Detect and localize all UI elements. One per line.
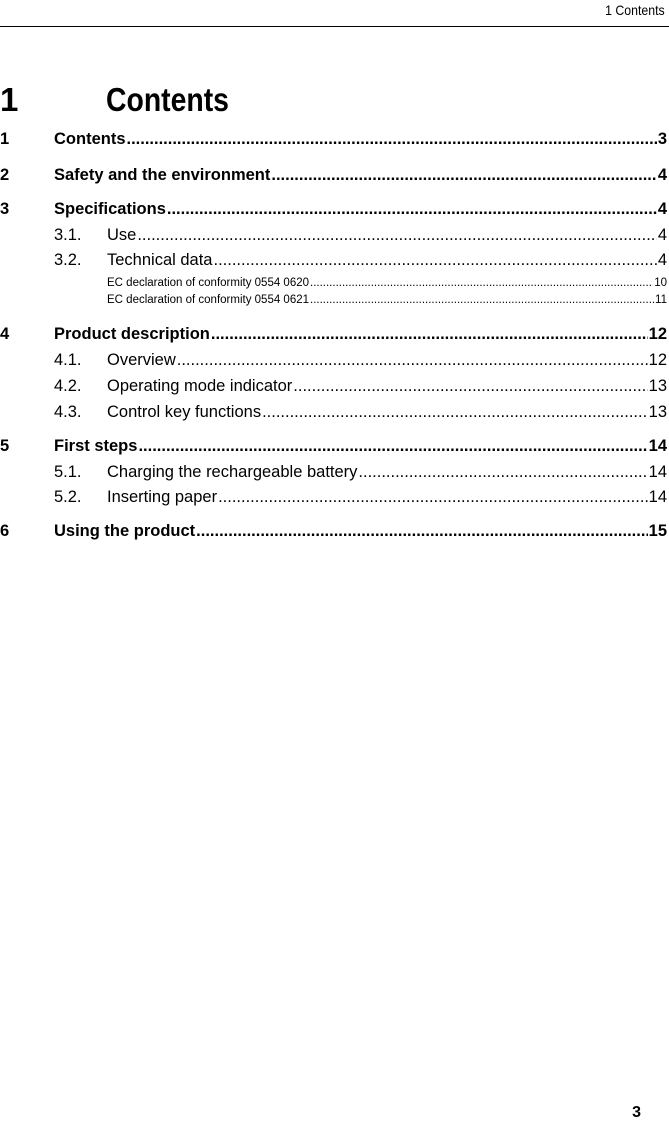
toc-dot-leader [218, 486, 648, 508]
toc-entry-title: Use [107, 226, 137, 244]
toc-entry-number: 5.1. [54, 463, 82, 481]
toc-entry-number: 2 [0, 166, 10, 184]
toc-entry-first-steps[interactable] [0, 435, 669, 457]
toc-dot-leader [127, 128, 657, 150]
toc-entry-page: 4 [657, 251, 667, 269]
toc-dot-leader [177, 349, 648, 371]
toc-entry-specifications[interactable] [0, 198, 669, 220]
toc-entry-title: Product description [54, 325, 210, 343]
toc-entry-page: 4 [657, 166, 667, 184]
toc-dot-leader [358, 461, 647, 483]
toc-dot-leader [262, 401, 648, 423]
toc-entry-number: 3 [0, 200, 10, 218]
page-number: 3 [632, 1104, 641, 1121]
toc-dot-leader [271, 164, 656, 186]
toc-entry-number: 6 [0, 522, 10, 540]
toc-entry-safety[interactable] [0, 164, 669, 186]
toc-dot-leader [214, 249, 657, 271]
toc-entry-number: 4.2. [54, 377, 82, 395]
toc-entry-page: 14 [648, 437, 667, 455]
toc-entry-number: 4.1. [54, 351, 82, 369]
toc-entry-control-key-functions[interactable] [0, 401, 669, 423]
toc-entry-title: Control key functions [107, 403, 262, 421]
toc-entry-title: Operating mode indicator [107, 377, 293, 395]
toc-entry-title: Technical data [107, 251, 213, 269]
chapter-title: Contents [106, 81, 229, 118]
toc-entry-page: 13 [648, 403, 667, 421]
toc-dot-leader [196, 520, 647, 542]
toc-entry-title: First steps [54, 437, 138, 455]
toc-entry-number: 3.1. [54, 226, 82, 244]
toc-entry-title: EC declaration of conformity 0554 0621 [107, 294, 310, 306]
toc-entry-page: 11 [655, 294, 667, 306]
toc-entry-page: 3 [657, 130, 667, 148]
toc-entry-number: 5.2. [54, 488, 82, 506]
toc-entry-title: Contents [54, 130, 126, 148]
toc-entry-title: Safety and the environment [54, 166, 271, 184]
toc-entry-using-the-product[interactable] [0, 520, 669, 542]
toc-dot-leader [137, 224, 656, 246]
toc-entry-page: 10 [654, 277, 667, 289]
toc-dot-leader [138, 435, 647, 457]
toc-dot-leader [167, 198, 657, 220]
toc-entry-page: 13 [648, 377, 667, 395]
toc-entry-technical-data[interactable] [0, 249, 669, 271]
toc-entry-charging-battery[interactable] [0, 461, 669, 483]
toc-dot-leader [211, 323, 648, 345]
toc-entry-ec-declaration-0621[interactable] [0, 292, 669, 308]
toc-entry-page: 14 [648, 463, 667, 481]
running-header: 1 Contents [605, 2, 665, 18]
toc-entry-number: 4.3. [54, 403, 82, 421]
toc-entry-title: Inserting paper [107, 488, 218, 506]
toc-entry-operating-mode-indicator[interactable] [0, 375, 669, 397]
toc-entry-number: 4 [0, 325, 10, 343]
toc-entry-number: 5 [0, 437, 10, 455]
toc-entry-page: 4 [657, 226, 667, 244]
toc-entry-page: 12 [648, 325, 667, 343]
chapter-number: 1 [0, 81, 19, 118]
toc-dot-leader [310, 292, 654, 308]
toc-entry-product-description[interactable] [0, 323, 669, 345]
toc-entry-overview[interactable] [0, 349, 669, 371]
toc-entry-ec-declaration-0620[interactable] [0, 275, 669, 291]
toc-entry-number: 3.2. [54, 251, 82, 269]
toc-entry-title: Charging the rechargeable battery [107, 463, 358, 481]
toc-dot-leader [310, 275, 653, 291]
toc-entry-title: Using the product [54, 522, 196, 540]
toc-entry-title: Specifications [54, 200, 166, 218]
toc-entry-page: 12 [648, 351, 667, 369]
header-rule [0, 26, 669, 27]
toc-entry-number: 1 [0, 130, 10, 148]
toc-entry-title: Overview [107, 351, 176, 369]
toc-entry-page: 14 [648, 488, 667, 506]
toc-entry-inserting-paper[interactable] [0, 486, 669, 508]
toc-entry-use[interactable] [0, 224, 669, 246]
toc-dot-leader [293, 375, 647, 397]
toc-entry-page: 15 [648, 522, 667, 540]
toc-entry-title: EC declaration of conformity 0554 0620 [107, 277, 310, 289]
toc-entry-page: 4 [657, 200, 667, 218]
toc-entry-contents[interactable] [0, 128, 669, 150]
